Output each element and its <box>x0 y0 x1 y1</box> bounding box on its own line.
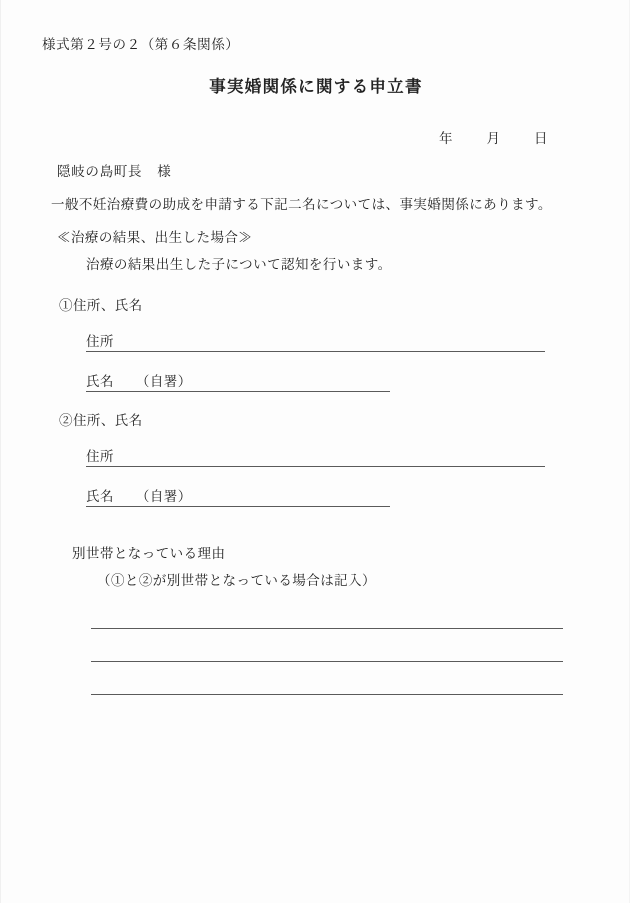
declaration-sentence: 一般不妊治療費の助成を申請する下記二名については、事実婚関係にあります。 <box>51 197 552 212</box>
person-1-name-row <box>86 370 390 393</box>
reason-rule-3 <box>91 694 563 695</box>
person-1-name-input[interactable] <box>206 370 390 390</box>
page-title: 事実婚関係に関する申立書 <box>209 77 423 96</box>
person-2-address-rule <box>86 466 545 467</box>
person-1-address-label: 住所 <box>86 334 114 349</box>
separate-household-reason-lines <box>91 596 563 695</box>
person-1-signature-hint: （自署） <box>135 374 192 389</box>
date-month-label: 月 <box>486 131 500 146</box>
person-2-name-label-text: 氏名 <box>86 489 114 504</box>
person-1-name-label-text: 氏名 <box>86 374 114 389</box>
addressee-recipient: 隠岐の島町長 <box>57 164 143 179</box>
acknowledgement-note-body: 治療の結果出生した子について認知を行います。 <box>86 257 392 272</box>
person-1-address-row <box>86 330 545 353</box>
addressee-line <box>57 160 171 180</box>
acknowledgement-note <box>57 226 392 273</box>
reason-write-line-1 <box>91 596 563 629</box>
reason-write-line-3 <box>91 662 563 695</box>
person-2-signature-hint: （自署） <box>135 489 192 504</box>
reason-write-line-2 <box>91 629 563 662</box>
person-2-address-row <box>86 445 545 468</box>
separate-household-reason-subnote: （①と②が別世帯となっている場合は記入） <box>97 573 376 588</box>
date-year-label: 年 <box>439 131 453 146</box>
person-1-name-rule <box>86 391 390 392</box>
person-2-heading: ②住所、氏名 <box>59 413 143 428</box>
form-number: 様式第２号の２（第６条関係） <box>42 37 240 52</box>
reason-input-1[interactable] <box>91 607 563 627</box>
person-2-address-input[interactable] <box>158 445 545 465</box>
person-2-name-row <box>86 485 390 508</box>
person-2-name-rule <box>86 506 390 507</box>
date-line <box>439 127 548 147</box>
separate-household-reason-heading: 別世帯となっている理由 <box>72 546 226 561</box>
person-2-name-label <box>86 485 192 505</box>
person-1-heading: ①住所、氏名 <box>59 298 143 313</box>
addressee-honorific: 様 <box>157 164 172 179</box>
person-1-address-rule <box>86 351 545 352</box>
reason-input-2[interactable] <box>91 640 563 660</box>
reason-input-3[interactable] <box>91 673 563 693</box>
acknowledgement-note-heading: ≪治療の結果、出生した場合≫ <box>57 230 253 245</box>
person-2-name-input[interactable] <box>206 485 390 505</box>
person-1-address-input[interactable] <box>158 330 545 350</box>
separate-household-reason-block <box>72 542 376 589</box>
person-2-address-label: 住所 <box>86 449 114 464</box>
person-1-name-label <box>86 370 192 390</box>
date-day-label: 日 <box>534 131 548 146</box>
